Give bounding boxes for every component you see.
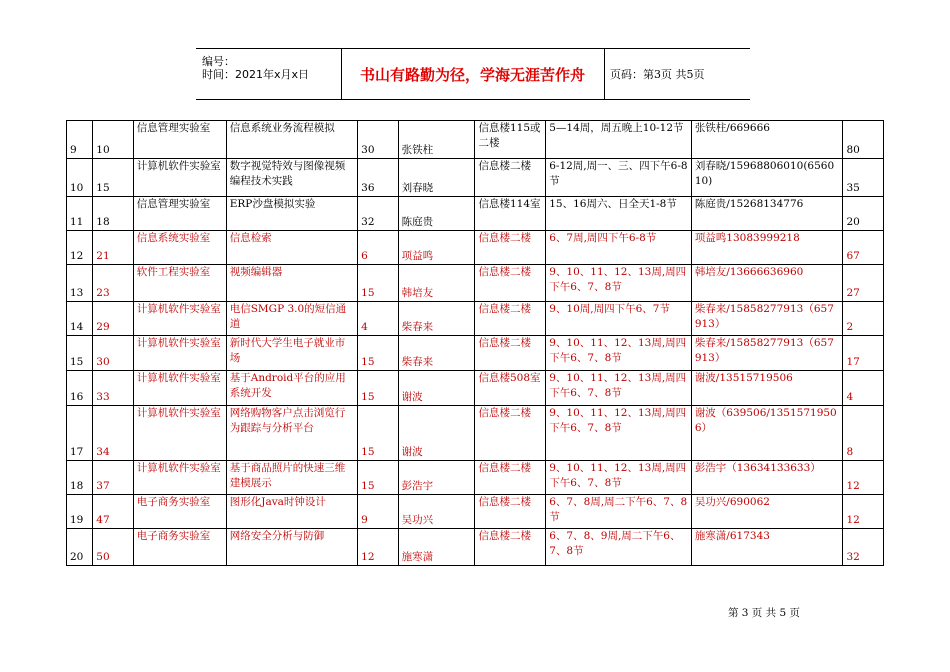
project-topic: ERP沙盘模拟实验 [226,197,357,231]
schedule-time: 9、10周,周四下午6、7节 [546,302,692,336]
row-index: 18 [67,461,93,495]
student-count: 32 [358,197,398,231]
lab-name: 信息管理实验室 [133,121,226,159]
schedule-time: 9、10、11、12、13周,周四下午6、7、8节 [546,336,692,371]
teacher-name: 张铁柱 [398,121,475,159]
schedule-time: 9、10、11、12、13周,周四下午6、7、8节 [546,406,692,461]
table-row [67,336,884,371]
row-index: 19 [67,495,93,529]
student-count: 36 [358,159,398,197]
project-topic: 新时代大学生电子就业市场 [226,336,357,371]
score-value: 32 [843,529,884,566]
project-number: 30 [93,336,133,371]
location: 信息楼二楼 [475,336,546,371]
teacher-name: 吴功兴 [398,495,475,529]
score-value: 4 [843,371,884,406]
teacher-name: 施寒潇 [398,529,475,566]
teacher-name: 项益鸣 [398,231,475,265]
table-row [67,197,884,231]
teacher-name: 柴春来 [398,302,475,336]
student-count: 15 [358,461,398,495]
table-row [67,265,884,302]
page-code: 页码：第3页 共5页 [610,68,705,81]
teacher-name: 谢波 [398,371,475,406]
student-count: 6 [358,231,398,265]
teacher-name: 柴春来 [398,336,475,371]
contact-info: 刘春晓/15968806010(656010) [691,159,843,197]
page-header [196,48,750,100]
teacher-name: 彭浩宇 [398,461,475,495]
project-number: 33 [93,371,133,406]
lab-name: 计算机软件实验室 [133,406,226,461]
lab-name: 电子商务实验室 [133,495,226,529]
row-index: 13 [67,265,93,302]
location: 信息楼114室 [475,197,546,231]
time-label: 时间：2021年x月x日 [202,68,310,81]
lab-name: 计算机软件实验室 [133,336,226,371]
location: 信息楼二楼 [475,159,546,197]
table-row [67,231,884,265]
location: 信息楼二楼 [475,461,546,495]
table-row [67,529,884,566]
score-value: 12 [843,495,884,529]
row-index: 9 [67,121,93,159]
schedule-time: 9、10、11、12、13周,周四下午6、7、8节 [546,371,692,406]
table-row [67,302,884,336]
score-value: 8 [843,406,884,461]
score-value: 27 [843,265,884,302]
lab-name: 计算机软件实验室 [133,159,226,197]
lab-name: 信息管理实验室 [133,197,226,231]
score-value: 80 [843,121,884,159]
table-body [67,121,884,566]
table-row [67,159,884,197]
lab-name: 计算机软件实验室 [133,302,226,336]
contact-info: 施寒潇/617343 [691,529,843,566]
schedule-time: 6、7、8周,周二下午6、7、8节 [546,495,692,529]
row-index: 15 [67,336,93,371]
table-row [67,371,884,406]
project-number: 21 [93,231,133,265]
location: 信息楼508室 [475,371,546,406]
contact-info: 陈庭贵/15268134776 [691,197,843,231]
student-count: 15 [358,265,398,302]
project-topic: 基于Android平台的应用系统开发 [226,371,357,406]
row-index: 16 [67,371,93,406]
lab-name: 电子商务实验室 [133,529,226,566]
project-topic: 基于商品照片的快速三维建模展示 [226,461,357,495]
project-number: 47 [93,495,133,529]
location: 信息楼二楼 [475,265,546,302]
lab-name: 计算机软件实验室 [133,461,226,495]
location: 信息楼二楼 [475,302,546,336]
contact-info: 项益鸣13083999218 [691,231,843,265]
project-topic: 网络安全分析与防御 [226,529,357,566]
location: 信息楼二楼 [475,529,546,566]
contact-info: 吴功兴/690062 [691,495,843,529]
project-topic: 数字视觉特效与图像视频编程技术实践 [226,159,357,197]
project-number: 37 [93,461,133,495]
row-index: 10 [67,159,93,197]
teacher-name: 刘春晓 [398,159,475,197]
page-footer: 第 3 页 共 5 页 [727,607,800,619]
lab-name: 软件工程实验室 [133,265,226,302]
table-row [67,461,884,495]
project-topic: 电信SMGP 3.0的短信通道 [226,302,357,336]
project-topic: 信息系统业务流程模拟 [226,121,357,159]
student-count: 9 [358,495,398,529]
table-row [67,495,884,529]
student-count: 12 [358,529,398,566]
project-number: 50 [93,529,133,566]
schedule-table [66,120,884,566]
schedule-time: 9、10、11、12、13周,周四下午6、7、8节 [546,265,692,302]
location: 信息楼115或二楼 [475,121,546,159]
schedule-time: 6、7、8、9周,周二下午6、7、8节 [546,529,692,566]
project-number: 15 [93,159,133,197]
score-value: 2 [843,302,884,336]
score-value: 20 [843,197,884,231]
schedule-time: 15、16周六、日全天1-8节 [546,197,692,231]
student-count: 15 [358,406,398,461]
score-value: 35 [843,159,884,197]
lab-name: 计算机软件实验室 [133,371,226,406]
project-number: 29 [93,302,133,336]
table-row [67,406,884,461]
contact-info: 柴春来/15858277913（657913） [691,302,843,336]
motto: 书山有路勤为径，学海无涯苦作舟 [341,49,605,99]
project-number: 23 [93,265,133,302]
table-row [67,121,884,159]
schedule-time: 6-12周,周一、三、四下午6-8节 [546,159,692,197]
schedule-time: 5—14周，周五晚上10-12节 [546,121,692,159]
number-label: 编号： [202,55,235,68]
score-value: 67 [843,231,884,265]
contact-info: 柴春来/15858277913（657913） [691,336,843,371]
row-index: 17 [67,406,93,461]
contact-info: 谢波/13515719506 [691,371,843,406]
row-index: 11 [67,197,93,231]
location: 信息楼二楼 [475,231,546,265]
header-info [196,49,342,99]
score-value: 17 [843,336,884,371]
project-topic: 网络购物客户点击浏览行为跟踪与分析平台 [226,406,357,461]
project-number: 34 [93,406,133,461]
teacher-name: 谢波 [398,406,475,461]
contact-info: 张铁柱/669666 [691,121,843,159]
teacher-name: 韩培友 [398,265,475,302]
score-value: 12 [843,461,884,495]
schedule-time: 6、7周,周四下午6-8节 [546,231,692,265]
project-topic: 信息检索 [226,231,357,265]
row-index: 12 [67,231,93,265]
student-count: 30 [358,121,398,159]
student-count: 4 [358,302,398,336]
location: 信息楼二楼 [475,495,546,529]
row-index: 20 [67,529,93,566]
contact-info: 韩培友/13666636960 [691,265,843,302]
lab-name: 信息系统实验室 [133,231,226,265]
contact-info: 谢波（639506/13515719506） [691,406,843,461]
student-count: 15 [358,336,398,371]
teacher-name: 陈庭贵 [398,197,475,231]
student-count: 15 [358,371,398,406]
contact-info: 彭浩宇（13634133633） [691,461,843,495]
schedule-time: 9、10、11、12、13周,周四下午6、7、8节 [546,461,692,495]
project-number: 18 [93,197,133,231]
project-topic: 视频编辑器 [226,265,357,302]
project-topic: 图形化Java时钟设计 [226,495,357,529]
row-index: 14 [67,302,93,336]
project-number: 10 [93,121,133,159]
location: 信息楼二楼 [475,406,546,461]
